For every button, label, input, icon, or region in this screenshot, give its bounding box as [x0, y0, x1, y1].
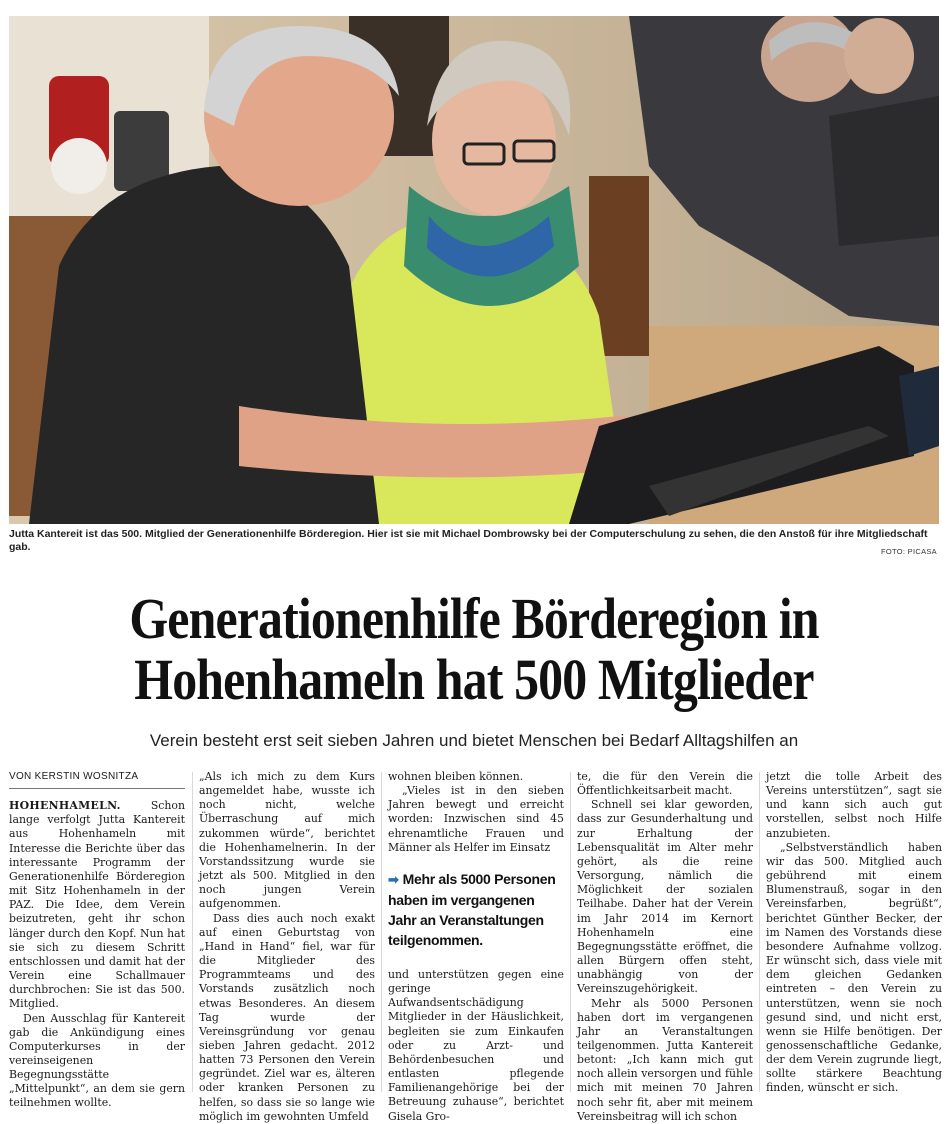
paragraph: Schnell sei klar geworden, dass zur Gesunderhaltung und zur Erhaltung der Lebensqualität im Alter mehr gehört, als die reine Versorgung, nämlich die Möglichkeit der sozialen Teilhabe. Daher hat der Verein im Jahr 2014 im Kernort Hohenhameln eine Begegnungsstätte eröffnet, die allen Bürgern offen steht, unabhängig von der Vereinszugehörigkeit.: [577, 798, 753, 996]
headline: [74, 588, 874, 710]
column-5: [766, 770, 942, 1096]
article-photo: [9, 16, 939, 524]
paragraph-text: Schon lange verfolgt Jutta Kantereit aus Hohenhameln mit Interesse die Berichte über das interessante Programm der Generationenhilfe Börderegion mit Sitz Hohenhameln in der PAZ. Die Idee, dem Verein beizutreten, geht ihr schon länger durch den Kopf. Nun hat sie sich zu diesem Schritt entschlossen und damit hat der Verein eine Schallmauer durchbrochen: Sie ist das 500. Mitglied.: [9, 799, 185, 1011]
paragraph: Dass dies auch noch exakt auf einen Geburtstag von „Hand in Hand“ fiel, war für die Mitglieder des Programmteams und des Vorstands zusätzlich noch etwas Besonderes. An diesem Tag wurde der Vereinsgründung vor genau sieben Jahren gedacht. 2012 hatten 73 Personen den Verein gegründet. Ziel war es, älteren oder kranken Personen zu helfen, so dass sie so lange wie möglich im gewohnten Umfeld: [199, 911, 375, 1123]
column-2: [199, 770, 375, 1124]
column-divider: [381, 772, 382, 1092]
column-divider: [570, 772, 571, 1092]
paragraph: „Selbstverständlich haben wir das 500. Mitglied auch gebührend mit einem Blumenstrauß, sogar in den Vereinsfarben, begrüßt“, berichtet Günther Becker, der im Namen des Vorstands diese besondere Aufnahme vollzog. Er wünscht sich, dass viele mit dem gleichen Gedanken eintreten – den Verein zu unterstützen, wenn sie noch gesund sind, und nicht erst, wenn sie Hilfe benötigen. Der genossenschaftliche Gedanke, der dem Verein zugrunde liegt, sollte stärkere Beachtung finden, wünscht er sich.: [766, 840, 942, 1095]
paragraph: Den Ausschlag für Kantereit gab die Ankündigung eines Computerkurses in der vereinseigenen Begegnungsstätte „Mittelpunkt“, an dem sie gern teilnehmen wollte.: [9, 1011, 185, 1110]
dateline: HOHENHAMELN.: [9, 799, 121, 813]
byline: VON KERSTIN WOSNITZA: [9, 770, 185, 789]
arrow-right-icon: ➡: [388, 871, 399, 887]
paragraph: jetzt die tolle Arbeit des Vereins unterstützen“, sagt sie und kann sich auch gut vorstellen, selbst noch Hilfe anzubieten.: [766, 770, 942, 840]
column-divider: [759, 772, 760, 1092]
paragraph: „Vieles ist in den sieben Jahren bewegt und erreicht worden: Inzwischen sind 45 ehrenamtliche Frauen und Männer als Helfer im Einsatz: [388, 784, 564, 854]
pull-quote: [388, 869, 564, 950]
paragraph: te, die für den Verein die Öffentlichkeitsarbeit macht.: [577, 770, 753, 798]
photo-caption: Jutta Kantereit ist das 500. Mitglied der Generationenhilfe Börderegion. Hier ist sie mit Michael Dombrowsky bei der Computerschulung zu sehen, die den Anstoß für ihre Mitgliedschaft gab.: [9, 528, 928, 553]
paragraph: „Als ich mich zu dem Kurs angemeldet habe, wusste ich noch nicht, welche Überraschung auf mich zukommen würde“, berichtet die Hohenhamelnerin. In der Vorstandssitzung wurde sie jetzt als 500. Mitglied in den noch jungen Verein aufgenommen.: [199, 770, 375, 911]
column-1: [9, 770, 185, 1111]
pull-quote-text: Mehr als 5000 Personen haben im vergangenen Jahr an Veranstaltungen teilgenommen.: [388, 870, 556, 948]
paragraph: wohnen bleiben können.: [388, 770, 524, 783]
column-3: [388, 770, 564, 1124]
headline-line-2: Hohenhameln hat 500 Mitglieder: [134, 647, 814, 712]
paragraph: und unterstützen gegen eine geringe Aufwandsentschädigung Mitglieder in der Häuslichkeit, begleiten sie zum Einkaufen oder zu Arzt- und Behördenbesuchen und entlasten pflegende Familienangehörige bei der Betreuung zuhause“, berichtet Gisela Gro-: [388, 967, 564, 1123]
column-divider: [192, 772, 193, 1092]
photo-credit: FOTO: PICASA: [881, 547, 937, 556]
photo-illustration: [9, 16, 939, 524]
column-4: [577, 770, 753, 1124]
headline-line-1: Generationenhilfe Börderegion in: [129, 586, 819, 651]
subheadline: Verein besteht erst seit sieben Jahren und bietet Menschen bei Bedarf Alltagshilfen an: [149, 731, 799, 750]
paragraph: [9, 799, 185, 1011]
paragraph: Mehr als 5000 Personen haben dort im vergangenen Jahr an Veranstaltungen teilgenommen. Jutta Kantereit betont: „Ich kann mich gut noch allein versorgen und fühle mich mit meinen 70 Jahren noch sehr fit, aber mit meinem Vereinsbeitrag will ich schon: [577, 996, 753, 1123]
